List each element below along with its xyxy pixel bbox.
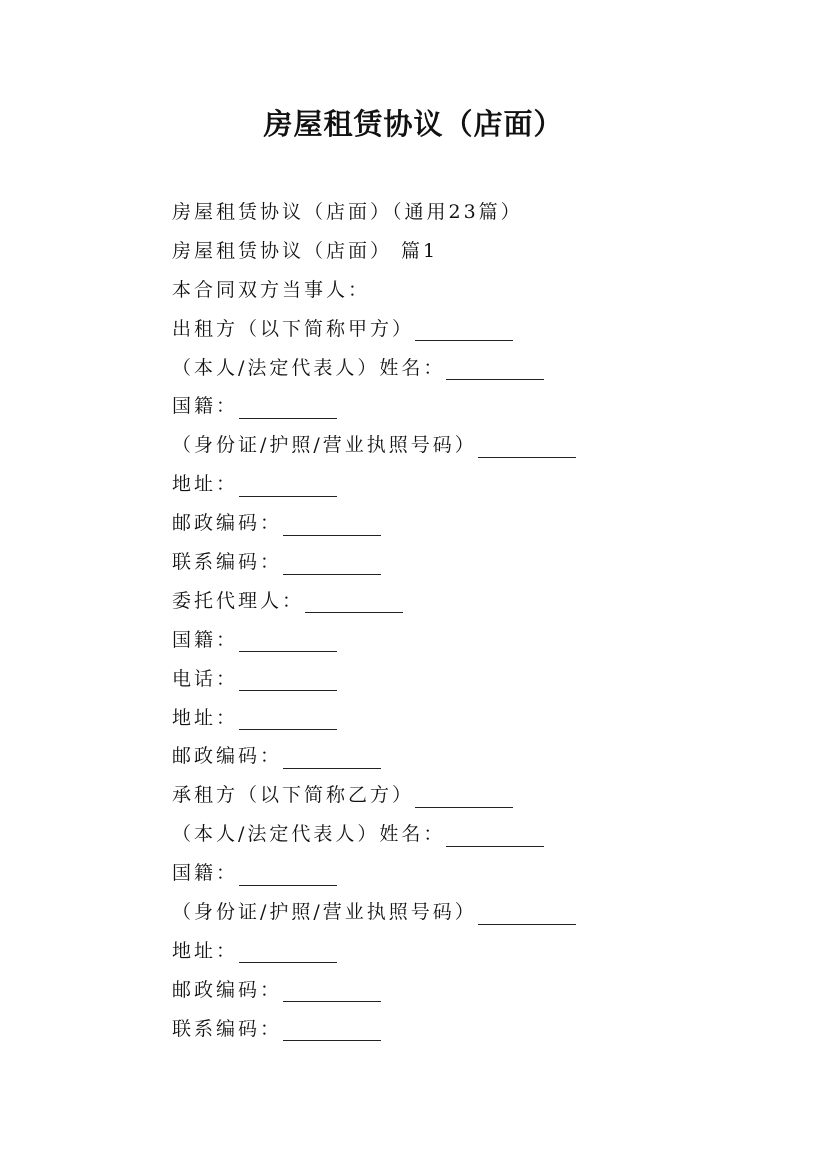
field-label: 国籍： — [172, 395, 239, 418]
fill-in-blank — [239, 474, 337, 497]
fill-in-blank — [415, 318, 513, 341]
fill-in-blank — [283, 979, 381, 1002]
field-label: （身份证/护照/营业执照号码） — [172, 901, 477, 924]
field-label: 国籍： — [172, 628, 239, 651]
field-label: 委托代理人： — [172, 589, 305, 612]
text-line — [172, 232, 772, 271]
form-field-line — [172, 893, 772, 932]
field-label: （本人/法定代表人）姓名： — [172, 356, 446, 379]
fill-in-blank — [239, 629, 337, 652]
form-field-line — [172, 504, 772, 543]
form-field-line — [172, 699, 772, 738]
form-field-line — [172, 349, 772, 388]
field-label: 国籍： — [172, 862, 239, 885]
field-label: 地址： — [172, 939, 239, 962]
fill-in-blank — [305, 590, 403, 613]
field-label: 联系编码： — [172, 1017, 283, 1040]
line-text: 本合同双方当事人： — [172, 278, 371, 301]
fill-in-blank — [239, 668, 337, 691]
form-field-line — [172, 815, 772, 854]
document-body — [172, 193, 772, 1049]
form-field-line — [172, 621, 772, 660]
field-label: 邮政编码： — [172, 745, 283, 768]
line-text: 房屋租赁协议（店面）（通用23篇） — [172, 201, 523, 223]
form-field-line — [172, 582, 772, 621]
fill-in-blank — [239, 707, 337, 730]
form-field-line — [172, 543, 772, 582]
text-line — [172, 271, 772, 310]
field-label: 出租方（以下简称甲方） — [172, 317, 415, 340]
form-field-line — [172, 737, 772, 776]
form-field-line — [172, 776, 772, 815]
fill-in-blank — [283, 552, 381, 575]
field-label: 邮政编码： — [172, 512, 283, 535]
fill-in-blank — [283, 513, 381, 536]
fill-in-blank — [283, 746, 381, 769]
form-field-line — [172, 854, 772, 893]
form-field-line — [172, 932, 772, 971]
field-label: （本人/法定代表人）姓名： — [172, 823, 446, 846]
fill-in-blank — [239, 396, 337, 419]
field-label: 电话： — [172, 667, 239, 690]
form-field-line — [172, 426, 772, 465]
field-label: （身份证/护照/营业执照号码） — [172, 434, 477, 457]
form-field-line — [172, 660, 772, 699]
field-label: 地址： — [172, 473, 239, 496]
fill-in-blank — [446, 824, 544, 847]
field-label: 地址： — [172, 706, 239, 729]
form-field-line — [172, 1010, 772, 1049]
fill-in-blank — [478, 902, 576, 925]
fill-in-blank — [239, 863, 337, 886]
fill-in-blank — [283, 1018, 381, 1041]
field-label: 联系编码： — [172, 551, 283, 574]
text-line — [172, 193, 772, 232]
field-label: 承租方（以下简称乙方） — [172, 784, 415, 807]
fill-in-blank — [239, 940, 337, 963]
fill-in-blank — [478, 435, 576, 458]
fill-in-blank — [446, 357, 544, 380]
document-title: 房屋租赁协议（店面） — [263, 107, 564, 141]
fill-in-blank — [415, 785, 513, 808]
field-label: 邮政编码： — [172, 978, 283, 1001]
form-field-line — [172, 971, 772, 1010]
form-field-line — [172, 310, 772, 349]
line-text: 房屋租赁协议（店面） 篇1 — [172, 239, 439, 262]
form-field-line — [172, 387, 772, 426]
form-field-line — [172, 465, 772, 504]
